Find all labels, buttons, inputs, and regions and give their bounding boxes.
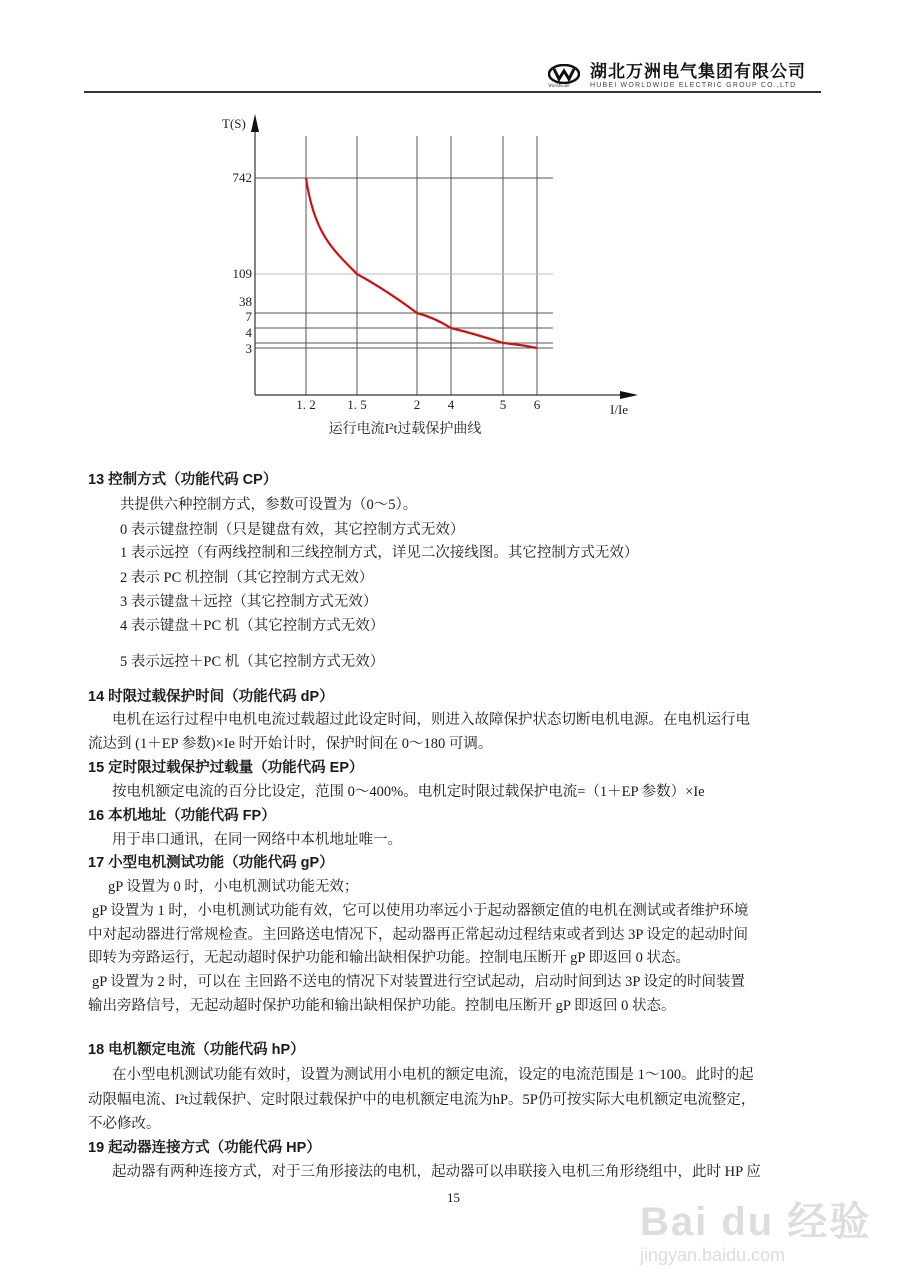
paragraph-line: gP 设置为 2 时，可以在 主回路不送电的情况下对装置进行空试起动，启动时间到达 3P 设定的时间装置 [92, 974, 746, 990]
section-heading: 19 起动器连接方式（功能代码 HP） [88, 1140, 321, 1156]
section-heading: 13 控制方式（功能代码 CP） [88, 472, 278, 488]
section-heading: 17 小型电机测试功能（功能代码 gP） [88, 855, 334, 871]
company-name-cn: 湖北万洲电气集团有限公司 [590, 62, 806, 81]
paragraph-line: 按电机额定电流的百分比设定，范围 0～400%。电机定时限过载保护电流=（1＋EP 参数）×Ie [112, 784, 705, 800]
x-tick-label: 2 [413, 397, 421, 412]
logo-wordmark: Worldwide [548, 84, 570, 89]
y-axis-label: T(S) [222, 116, 246, 131]
page-number: 15 [447, 1190, 460, 1205]
y-tick-label: 38 [239, 294, 252, 309]
paragraph-line: gP 设置为 1 时，小电机测试功能有效，它可以使用功率远小于起动器额定值的电机在测试或者维护环境 [92, 903, 749, 919]
paragraph-line: 5 表示远控＋PC 机（其它控制方式无效） [120, 654, 385, 670]
paragraph-line: 0 表示键盘控制（只是键盘有效，其它控制方式无效） [120, 522, 465, 538]
overload-curve-line [306, 178, 537, 348]
y-tick-label: 3 [245, 341, 252, 356]
paragraph-line: 4 表示键盘＋PC 机（其它控制方式无效） [120, 618, 385, 634]
paragraph-line: 在小型电机测试功能有效时，设置为测试用小电机的额定电流，设定的电流范围是 1～100。此时的起 [112, 1067, 754, 1083]
section-heading: 15 定时限过载保护过载量（功能代码 EP） [88, 760, 364, 776]
paragraph-line: 中对起动器进行常规检查。主回路送电情况下，起动器再正常起动过程结束或者到达 3P 设定的起动时间 [88, 927, 749, 943]
paragraph-line: 流达到 (1＋EP 参数)×Ie 时开始计时，保护时间在 0～180 可调。 [88, 736, 493, 752]
x-tick-label: 4 [447, 397, 455, 412]
overload-curve-chart [0, 0, 905, 450]
x-tick-label: 1. 2 [296, 397, 316, 412]
watermark [640, 1200, 871, 1266]
paragraph-line: 即转为旁路运行，无起动超时保护功能和输出缺相保护功能。控制电压断开 gP 即返回 0 状态。 [88, 950, 691, 966]
paragraph-line: 动限幅电流、I²t过载保护、定时限过载保护中的电机额定电流为hP。5P仍可按实际大电机额定电流整定， [88, 1092, 756, 1108]
section-heading: 18 电机额定电流（功能代码 hP） [88, 1042, 305, 1058]
paragraph-line: gP 设置为 0 时，小电机测试功能无效； [108, 879, 359, 895]
paragraph-line: 3 表示键盘＋远控（其它控制方式无效） [120, 594, 378, 610]
x-tick-label: 5 [499, 397, 507, 412]
y-tick-label: 742 [232, 170, 252, 185]
x-tick-label: 6 [533, 397, 541, 412]
chart-title: 运行电流I²t过载保护曲线 [328, 422, 482, 437]
x-tick-label: 1. 5 [347, 397, 367, 412]
paragraph-line: 用于串口通讯，在同一网络中本机地址唯一。 [112, 832, 402, 848]
y-tick-label: 109 [232, 266, 252, 281]
y-tick-label: 7 [245, 309, 252, 324]
section-heading: 14 时限过载保护时间（功能代码 dP） [88, 689, 334, 705]
y-axis-arrow-icon [251, 114, 259, 132]
paragraph-line: 起动器有两种连接方式，对于三角形接法的电机，起动器可以串联接入电机三角形绕组中，此时 HP 应 [112, 1164, 761, 1180]
paragraph-line: 共提供六种控制方式，参数可设置为（0～5）。 [120, 497, 418, 513]
watermark-line1: Bai du 经验 [640, 1200, 872, 1244]
company-name-en: HUBEI WORLDWIDE ELECTRIC GROUP CO.,LTD [590, 82, 797, 89]
paragraph-line: 1 表示远控（有两线控制和三线控制方式，详见二次接线图。其它控制方式无效） [120, 545, 639, 561]
y-tick-label: 4 [245, 325, 252, 340]
x-axis-arrow-icon [620, 391, 638, 399]
paragraph-line: 2 表示 PC 机控制（其它控制方式无效） [120, 570, 374, 586]
paragraph-line: 电机在运行过程中电机电流过载超过此设定时间，则进入故障保护状态切断电机电源。在电机运行电 [112, 712, 750, 728]
section-heading: 16 本机地址（功能代码 FP） [88, 808, 276, 824]
paragraph-line: 不必修改。 [88, 1116, 161, 1132]
paragraph-line: 输出旁路信号，无起动超时保护功能和输出缺相保护功能。控制电压断开 gP 即返回 0 状态。 [88, 998, 676, 1014]
x-axis-label: I/Ie [610, 402, 629, 417]
watermark-line2: jingyan.baidu.com [640, 1245, 786, 1265]
